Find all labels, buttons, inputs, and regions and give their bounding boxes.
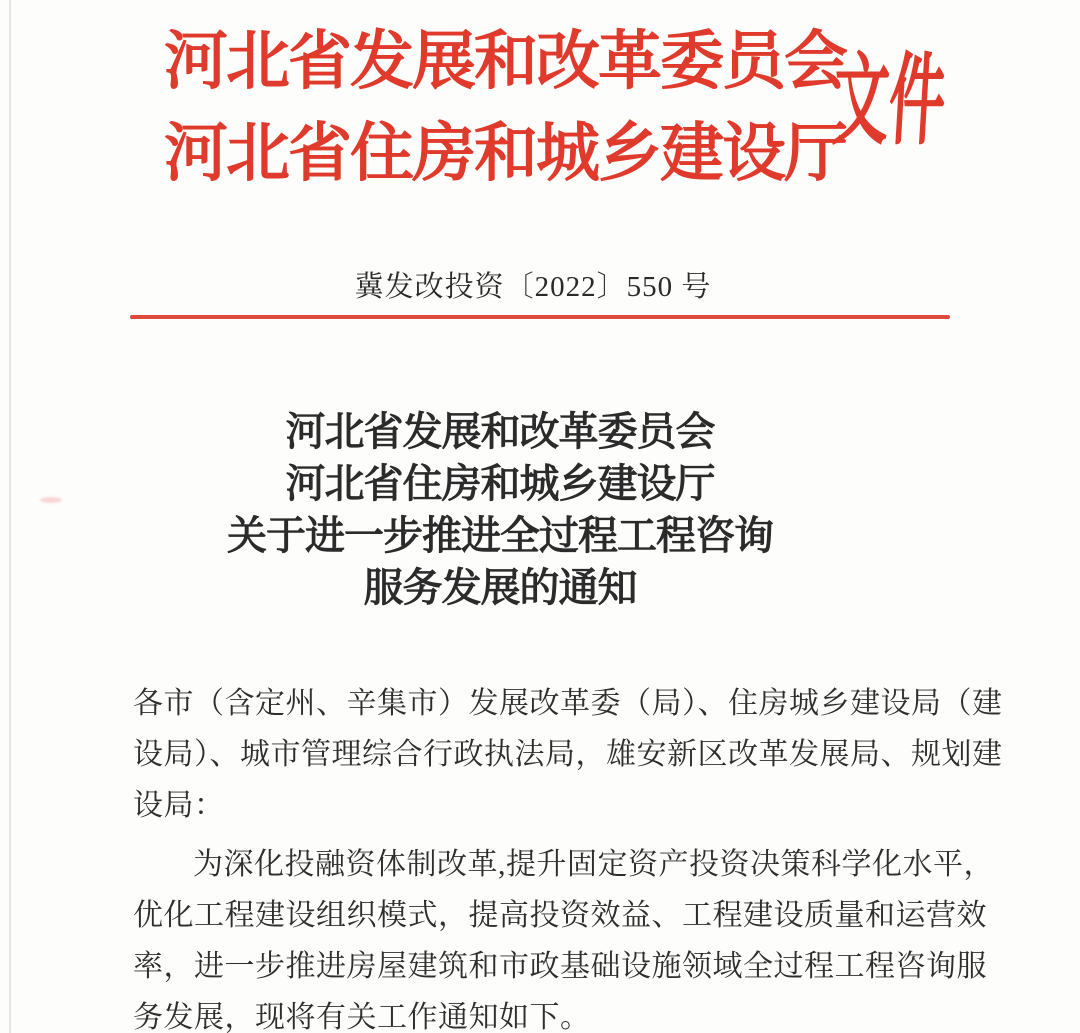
addressee-line-2: 设局）、城市管理综合行政执法局，雄安新区改革发展局、规划建 <box>133 738 1003 771</box>
document-type-marker: 文件 <box>829 46 949 157</box>
document-body <box>133 678 1003 1033</box>
paragraph-line-3: 率，进一步推进房屋建筑和市政基础设施领域全过程工程咨询服 <box>133 950 987 983</box>
title-line-3: 关于进一步推进全过程工程咨询 <box>227 513 773 558</box>
letterhead-agency-line-2: 河北省住房和城乡建设厅 <box>164 118 846 189</box>
red-separator-rule <box>130 315 950 319</box>
letterhead <box>95 16 915 200</box>
letterhead-agency-line-1: 河北省发展和改革委员会 <box>164 26 846 97</box>
paragraph-line-2: 优化工程建设组织模式，提高投资效益、工程建设质量和运营效 <box>133 899 987 932</box>
title-line-4: 服务发展的通知 <box>363 565 637 610</box>
addressee-line-3: 设局： <box>133 789 225 822</box>
addressee-line-1: 各市（含定州、辛集市）发展改革委（局）、住房城乡建设局（建 <box>133 687 1003 720</box>
paragraph-line-4: 务发展，现将有关工作通知如下。 <box>133 1001 591 1033</box>
body-paragraph <box>133 839 994 1033</box>
paragraph-line-1: 为深化投融资体制改革,提升固定资产投资决策科学化水平， <box>193 848 994 881</box>
title-line-1: 河北省发展和改革委员会 <box>285 409 715 454</box>
title-line-2: 河北省住房和城乡建设厅 <box>285 461 715 506</box>
document-number: 冀发改投资〔2022〕550 号 <box>354 271 712 303</box>
document-title <box>0 406 1000 614</box>
